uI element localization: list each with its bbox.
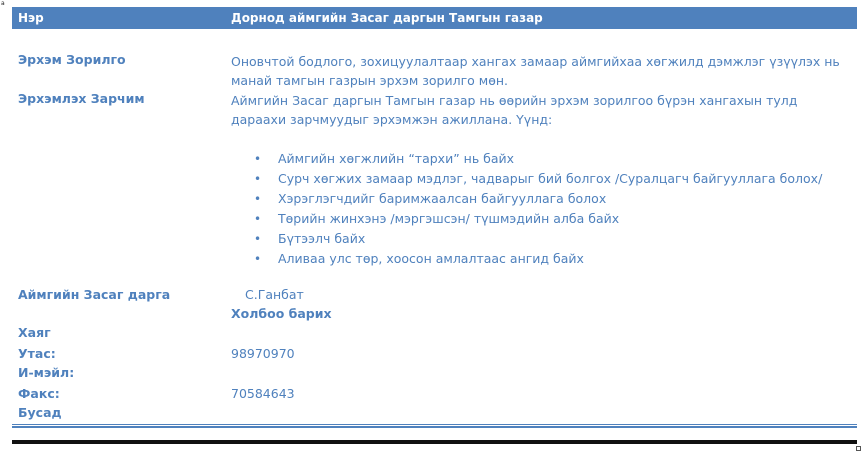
- header-organization-name: Дорнод аймгийн Засаг даргын Тамгын газар: [231, 11, 543, 25]
- bullet-icon: •: [254, 252, 262, 266]
- address-label: Хаяг: [18, 325, 51, 340]
- principles-intro: Аймгийн Засаг даргын Тамгын газар нь өөрийн эрхэм зорилгоо бүрэн хангахын тулд дараахи зарчмуудыг эрхэмжэн ажиллана. Үүнд:: [231, 93, 798, 127]
- fax-value: 70584643: [231, 386, 295, 401]
- corner-mark: a: [1, 0, 5, 7]
- mission-label: Эрхэм Зорилго: [18, 52, 126, 67]
- header-name-label: Нэр: [18, 11, 44, 25]
- contact-heading: Холбоо барих: [231, 306, 332, 321]
- other-label: Бусад: [18, 405, 62, 420]
- list-item: • Төрийн жинхэнэ /мэргэшсэн/ түшмэдийн алба байх: [250, 209, 822, 229]
- list-item: • Аливаа улс төр, хоосон амлалтаас ангид байх: [250, 249, 822, 269]
- list-item: • Аймгийн хөгжлийн “тархи” нь байх: [250, 149, 822, 169]
- governor-label: Аймгийн Засаг дарга: [18, 287, 171, 302]
- page-footer-bar: [12, 440, 857, 444]
- governor-name: С.Ганбат: [245, 287, 304, 302]
- bullet-icon: •: [254, 192, 262, 206]
- resize-handle[interactable]: [856, 446, 861, 451]
- list-item: • Бүтээлч байх: [250, 229, 822, 249]
- principles-list: [250, 149, 822, 269]
- principles-label: Эрхэмлэх Зарчим: [18, 91, 145, 106]
- mission-text: Оновчтой бодлого, зохицуулалтаар хангах замаар аймгийхаа хөгжилд дэмжлэг үзүүлэх нь манай тамгын газрын эрхэм зорилго мөн.: [231, 54, 840, 88]
- fax-label: Факс:: [18, 386, 60, 401]
- bullet-icon: •: [254, 152, 262, 166]
- table-header: [12, 7, 857, 29]
- table-bottom-border-double: [12, 426, 857, 428]
- list-item: • Хэрэглэгчдийг баримжаалсан байгууллага болох: [250, 189, 822, 209]
- list-item: • Сурч хөгжих замаар мэдлэг, чадварыг бий болгох /Суралцагч байгууллага болох/: [250, 169, 822, 189]
- phone-label: Утас:: [18, 346, 56, 361]
- bullet-icon: •: [254, 172, 262, 186]
- bullet-icon: •: [254, 232, 262, 246]
- table-bottom-border: [12, 424, 857, 425]
- bullet-icon: •: [254, 212, 262, 226]
- email-label: И-мэйл:: [18, 365, 75, 380]
- phone-value: 98970970: [231, 346, 295, 361]
